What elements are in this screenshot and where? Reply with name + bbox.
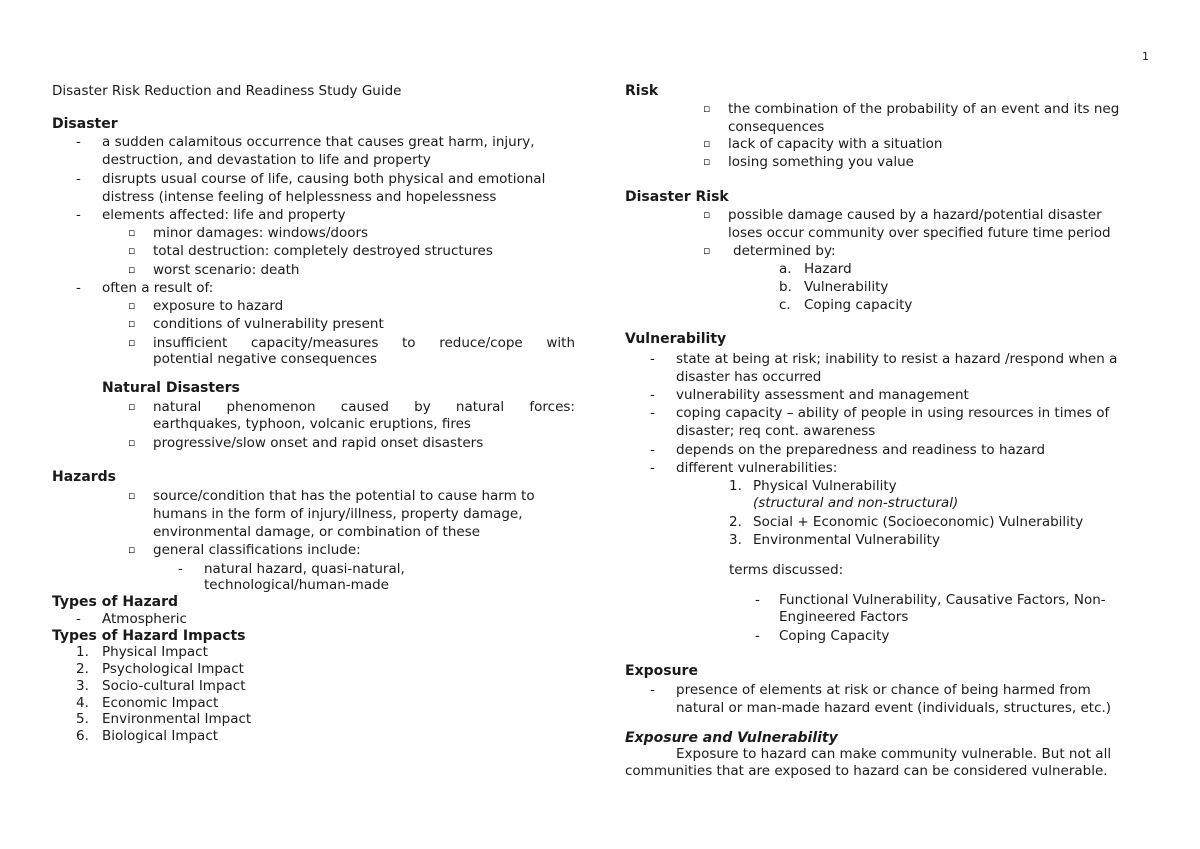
square-bullet-icon: ▫ bbox=[703, 208, 711, 221]
disaster-risk-sub-2: determined by: bbox=[733, 243, 836, 259]
disaster-bullet-1-line-1: a sudden calamitous occurrence that causes great harm, injury, bbox=[102, 134, 535, 150]
exposure-vulnerability-paragraph-line-1: Exposure to hazard can make community vulnerable. But not all bbox=[676, 746, 1112, 762]
section-heading-vulnerability: Vulnerability bbox=[625, 331, 727, 347]
document-title: Disaster Risk Reduction and Readiness Study Guide bbox=[52, 83, 402, 99]
risk-factor: Vulnerability bbox=[804, 279, 889, 295]
terms-label: terms discussed: bbox=[729, 562, 844, 578]
section-heading-natural-disasters: Natural Disasters bbox=[102, 380, 240, 396]
section-heading-disaster-risk: Disaster Risk bbox=[625, 189, 729, 205]
dash-marker: - bbox=[650, 387, 655, 403]
vulnerability-type: Social + Economic (Socioeconomic) Vulnerability bbox=[753, 514, 1084, 530]
disaster-bullet-2-line-1: disrupts usual course of life, causing both physical and emotional bbox=[102, 171, 546, 187]
square-bullet-icon: ▫ bbox=[703, 155, 711, 168]
dash-marker: - bbox=[650, 442, 655, 458]
disaster-bullet-2-line-2: distress (intense feeling of helplessness and hopelessness bbox=[102, 189, 497, 205]
list-letter: a. bbox=[779, 261, 792, 277]
hazard-type-item: Atmospheric bbox=[102, 611, 187, 627]
exposure-d1-line-1: presence of elements at risk or chance of being harmed from bbox=[676, 682, 1091, 698]
dash-marker: - bbox=[650, 351, 655, 367]
exposure-d1-line-2: natural or man-made hazard event (individuals, structures, etc.) bbox=[676, 700, 1112, 716]
section-heading-hazards: Hazards bbox=[52, 469, 117, 485]
vulnerability-d5: different vulnerabilities: bbox=[676, 460, 838, 476]
classification-line-2: technological/human-made bbox=[204, 577, 389, 593]
square-bullet-icon: ▫ bbox=[128, 436, 136, 449]
dash-marker: - bbox=[650, 682, 655, 698]
terms-item-1-line-1: Functional Vulnerability, Causative Factors, Non- bbox=[779, 592, 1106, 608]
section-heading-risk: Risk bbox=[625, 83, 659, 99]
vulnerability-type: Environmental Vulnerability bbox=[753, 532, 940, 548]
elements-sub-2: total destruction: completely destroyed structures bbox=[153, 243, 493, 259]
hazards-sub-1-line-3: environmental damage, or combination of these bbox=[153, 524, 481, 540]
dash-marker: - bbox=[650, 460, 655, 476]
dash-marker: - bbox=[76, 280, 81, 296]
impact-item: Biological Impact bbox=[102, 728, 219, 744]
vulnerability-d3-line-1: coping capacity – ability of people in using resources in times of bbox=[676, 405, 1110, 421]
terms-item-1-line-2: Engineered Factors bbox=[779, 609, 909, 625]
square-bullet-icon: ▫ bbox=[128, 400, 136, 413]
list-number: 1. bbox=[76, 644, 89, 660]
section-heading-hazard-impacts: Types of Hazard Impacts bbox=[52, 628, 246, 644]
disaster-risk-sub-1-line-2: loses occur community over specified future time period bbox=[728, 225, 1111, 241]
square-bullet-icon: ▫ bbox=[128, 263, 136, 276]
dash-marker: - bbox=[755, 592, 760, 608]
list-number: 1. bbox=[729, 478, 742, 494]
list-number: 6. bbox=[76, 728, 89, 744]
square-bullet-icon: ▫ bbox=[703, 102, 711, 115]
elements-sub-1: minor damages: windows/doors bbox=[153, 225, 369, 241]
square-bullet-icon: ▫ bbox=[703, 137, 711, 150]
hazards-sub-1-line-1: source/condition that has the potential to cause harm to bbox=[153, 488, 535, 504]
risk-sub-2: lack of capacity with a situation bbox=[728, 136, 943, 152]
list-letter: c. bbox=[779, 297, 791, 313]
risk-factor: Coping capacity bbox=[804, 297, 913, 313]
result-sub-2: conditions of vulnerability present bbox=[153, 316, 384, 332]
square-bullet-icon: ▫ bbox=[128, 226, 136, 239]
result-sub-3-line-2: potential negative consequences bbox=[153, 351, 378, 367]
terms-item-2: Coping Capacity bbox=[779, 628, 890, 644]
hazards-sub-1-line-2: humans in the form of injury/illness, property damage, bbox=[153, 506, 523, 522]
dash-marker: - bbox=[76, 171, 81, 187]
disaster-bullet-4: often a result of: bbox=[102, 280, 214, 296]
section-heading-types-of-hazard: Types of Hazard bbox=[52, 594, 179, 610]
disaster-bullet-1-line-2: destruction, and devastation to life and property bbox=[102, 152, 431, 168]
section-heading-disaster: Disaster bbox=[52, 116, 118, 132]
section-heading-exposure-and-vulnerability: Exposure and Vulnerability bbox=[625, 730, 838, 746]
risk-sub-1-line-2: consequences bbox=[728, 119, 825, 135]
exposure-vulnerability-paragraph-line-2: communities that are exposed to hazard can be considered vulnerable. bbox=[625, 763, 1108, 779]
impact-item: Socio-cultural Impact bbox=[102, 678, 246, 694]
vulnerability-type: Physical Vulnerability bbox=[753, 478, 897, 494]
result-sub-3-line-1: insufficient capacity/measures to reduce/cope with bbox=[153, 335, 575, 351]
vulnerability-d1-line-2: disaster has occurred bbox=[676, 369, 822, 385]
disaster-risk-sub-1-line-1: possible damage caused by a hazard/potential disaster bbox=[728, 207, 1102, 223]
dash-marker: - bbox=[650, 405, 655, 421]
impact-item: Psychological Impact bbox=[102, 661, 244, 677]
square-bullet-icon: ▫ bbox=[128, 244, 136, 257]
vulnerability-type-note: (structural and non-structural) bbox=[753, 495, 959, 511]
impact-item: Economic Impact bbox=[102, 695, 219, 711]
square-bullet-icon: ▫ bbox=[128, 299, 136, 312]
impact-item: Physical Impact bbox=[102, 644, 208, 660]
dash-marker: - bbox=[178, 561, 183, 577]
dash-marker: - bbox=[76, 611, 81, 627]
section-heading-exposure: Exposure bbox=[625, 663, 698, 679]
risk-sub-3: losing something you value bbox=[728, 154, 914, 170]
risk-factor: Hazard bbox=[804, 261, 852, 277]
risk-sub-1-line-1: the combination of the probability of an event and its neg bbox=[728, 101, 1120, 117]
square-bullet-icon: ▫ bbox=[128, 336, 136, 349]
page-number: 1 bbox=[1142, 50, 1149, 63]
natural-sub-1-line-1: natural phenomenon caused by natural forces: bbox=[153, 399, 575, 415]
dash-marker: - bbox=[755, 628, 760, 644]
square-bullet-icon: ▫ bbox=[128, 543, 136, 556]
vulnerability-d4: depends on the preparedness and readiness to hazard bbox=[676, 442, 1046, 458]
square-bullet-icon: ▫ bbox=[128, 317, 136, 330]
list-number: 3. bbox=[76, 678, 89, 694]
list-number: 2. bbox=[729, 514, 742, 530]
square-bullet-icon: ▫ bbox=[703, 244, 711, 257]
hazards-sub-2: general classifications include: bbox=[153, 542, 361, 558]
vulnerability-d3-line-2: disaster; req cont. awareness bbox=[676, 423, 876, 439]
list-number: 4. bbox=[76, 695, 89, 711]
natural-sub-1-line-2: earthquakes, typhoon, volcanic eruptions, fires bbox=[153, 416, 471, 432]
list-number: 2. bbox=[76, 661, 89, 677]
dash-marker: - bbox=[76, 207, 81, 223]
disaster-bullet-3: elements affected: life and property bbox=[102, 207, 346, 223]
classification-line-1: natural hazard, quasi-natural, bbox=[204, 561, 405, 577]
list-number: 3. bbox=[729, 532, 742, 548]
result-sub-1: exposure to hazard bbox=[153, 298, 284, 314]
dash-marker: - bbox=[76, 134, 81, 150]
vulnerability-d2: vulnerability assessment and management bbox=[676, 387, 969, 403]
vulnerability-d1-line-1: state at being at risk; inability to resist a hazard /respond when a bbox=[676, 351, 1118, 367]
elements-sub-3: worst scenario: death bbox=[153, 262, 300, 278]
list-letter: b. bbox=[779, 279, 792, 295]
natural-sub-2: progressive/slow onset and rapid onset disasters bbox=[153, 435, 484, 451]
square-bullet-icon: ▫ bbox=[128, 489, 136, 502]
impact-item: Environmental Impact bbox=[102, 711, 252, 727]
list-number: 5. bbox=[76, 711, 89, 727]
